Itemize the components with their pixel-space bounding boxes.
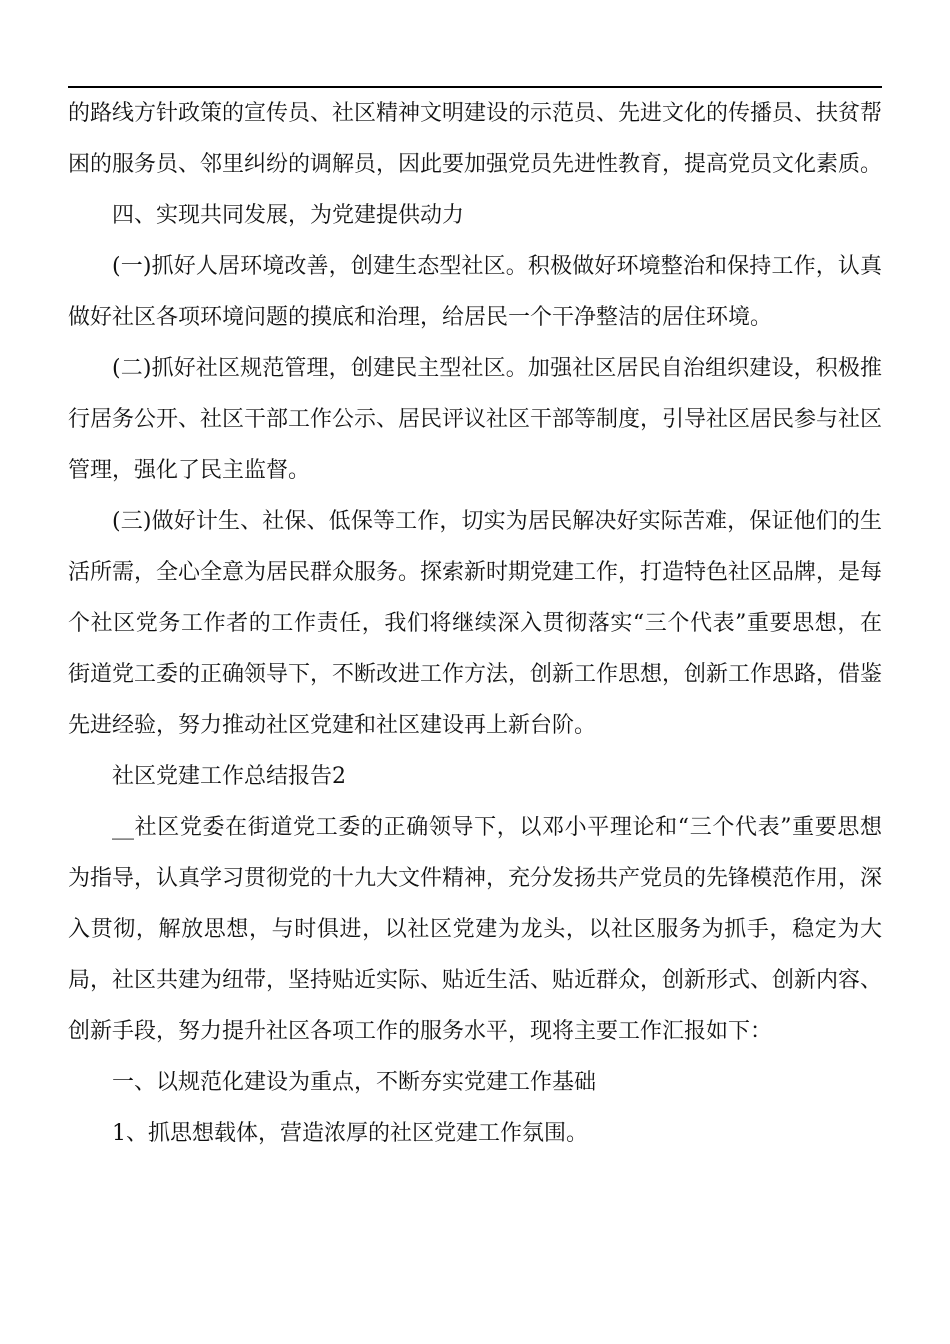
paragraph-intro: __社区党委在街道党工委的正确领导下，以邓小平理论和“三个代表”重要思想为指导，认真学习贯彻党的十九大文件精神，充分发扬共产党员的先锋模范作用，深入贯彻，解放思想，与时俱进，以社区党建为龙头，以社区服务为抓手，稳定为大局，社区共建为纽带，坚持贴近实际、贴近生活、贴近群众，创新形式、创新内容、创新手段，努力提升社区各项工作的服务水平，现将主要工作汇报如下： bbox=[68, 815, 883, 1044]
section-heading-1: 一、以规范化建设为重点，不断夯实党建工作基础 bbox=[112, 1070, 597, 1095]
paragraph-item-2: (二)抓好社区规范管理，创建民主型社区。加强社区居民自治组织建设，积极推行居务公开、社区干部工作公示、居民评议社区干部等制度，引导社区居民参与社区管理，强化了民主监督。 bbox=[68, 356, 883, 483]
paragraph-continuation: 的路线方针政策的宣传员、社区精神文明建设的示范员、先进文化的传播员、扶贫帮困的服务员、邻里纠纷的调解员，因此要加强党员先进性教育，提高党员文化素质。 bbox=[68, 101, 883, 177]
section-heading-4: 四、实现共同发展，为党建提供动力 bbox=[112, 203, 465, 228]
paragraph-item-3: (三)做好计生、社保、低保等工作，切实为居民解决好实际苦难，保证他们的生活所需，全心全意为居民群众服务。探索新时期党建工作，打造特色社区品牌，是每个社区党务工作者的工作责任，我们将继续深入贯彻落实“三个代表”重要思想，在街道党工委的正确领导下，不断改进工作方法，创新工作思想，创新工作思路，借鉴先进经验，努力推动社区党建和社区建设再上新台阶。 bbox=[68, 509, 883, 738]
report-title-2: 社区党建工作总结报告2 bbox=[112, 764, 346, 789]
document-body bbox=[68, 88, 882, 1159]
paragraph-item-1: (一)抓好人居环境改善，创建生态型社区。积极做好环境整治和保持工作，认真做好社区各项环境问题的摸底和治理，给居民一个干净整洁的居住环境。 bbox=[68, 254, 882, 330]
subsection-heading-1: 1、抓思想载体，营造浓厚的社区党建工作氛围。 bbox=[112, 1121, 588, 1146]
